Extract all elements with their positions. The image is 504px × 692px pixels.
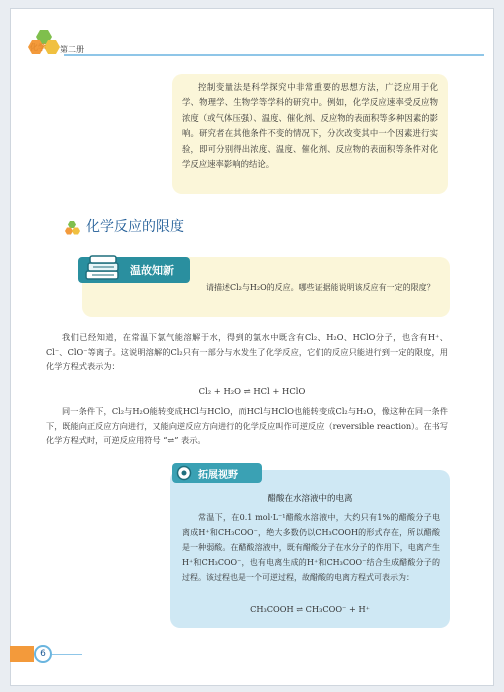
review-label: 温故知新 [130, 264, 174, 277]
review-text: 请描述Cl₂与H₂O的反应。哪些证据能说明该反应有一定的限度？ [206, 283, 435, 292]
extension-label: 拓展视野 [198, 470, 238, 481]
extension-title: 醋酸在水溶液中的电离 [267, 494, 353, 504]
hex-cluster-icon [64, 220, 82, 236]
books-icon [84, 255, 122, 285]
note-box: 控制变量法是科学探究中非常重要的思想方法，广泛应用于化学、物理学、生物学等学科的研究中。例如，化学反应速率受反应物浓度（或气体压强）、温度、催化剂、反应物的表面积等多种因素的影响。研究者在其他条件不变的情况下，分次改变其中一个因素进行实验，即可分别得出浓度、温度、催化剂、反应物的表面积等条件对化学反应速率影响的结论。 [172, 74, 448, 194]
body-paragraph-2: 同一条件下，Cl₂与H₂O能转变成HCl与HClO，而HCl与HClO也能转变成Cl₂与H₂O，像这种在同一条件下，既能向正反应方向进行，又能向逆反应方向进行的化学反应叫作可逆反应（reversible reaction）。在书写化学方程式时，可逆反应用符号 “⇌” 表示。 [46, 406, 449, 445]
body-paragraph-1: 我们已经知道，在常温下氯气能溶解于水，得到的氯水中既含有Cl₂、H₂O、HClO分子，也含有H⁺、Cl⁻、ClO⁻等离子。这说明溶解的Cl₂只有一部分与水发生了化学反应，它们的反应只能进行到一定的限度，用化学方程式表示为： [46, 332, 448, 371]
extension-text: 常温下，在0.1 mol·L⁻¹醋酸水溶液中，大约只有1%的醋酸分子电离成H⁺和CH₃COO⁻，绝大多数仍以CH₃COOH的形式存在，所以醋酸是一种弱酸。在醋酸溶液中，既有醋酸分子在水分子的作用下，电离产生H⁺和CH₃COO⁻，也有电离生成的H⁺和CH₃COO⁻结合生成醋酸分子的过程。该过程也是一个可逆过程，故醋酸的电离方程式可表示为： [182, 513, 440, 582]
gear-eye-icon [176, 465, 192, 481]
footer-bar [10, 646, 34, 662]
equation-1: Cl₂ + H₂O ⇌ HCl + HClO [198, 386, 306, 396]
footer-line [52, 654, 82, 655]
page-number: 6 [34, 645, 52, 663]
extension-equation: CH₃COOH ⇌ CH₃COO⁻ + H⁺ [250, 604, 370, 614]
header-subject: 化学 [30, 43, 46, 52]
header-divider [64, 54, 484, 56]
header-volume: 第二册 [60, 45, 84, 54]
section-title: 化学反应的限度 [86, 219, 184, 235]
